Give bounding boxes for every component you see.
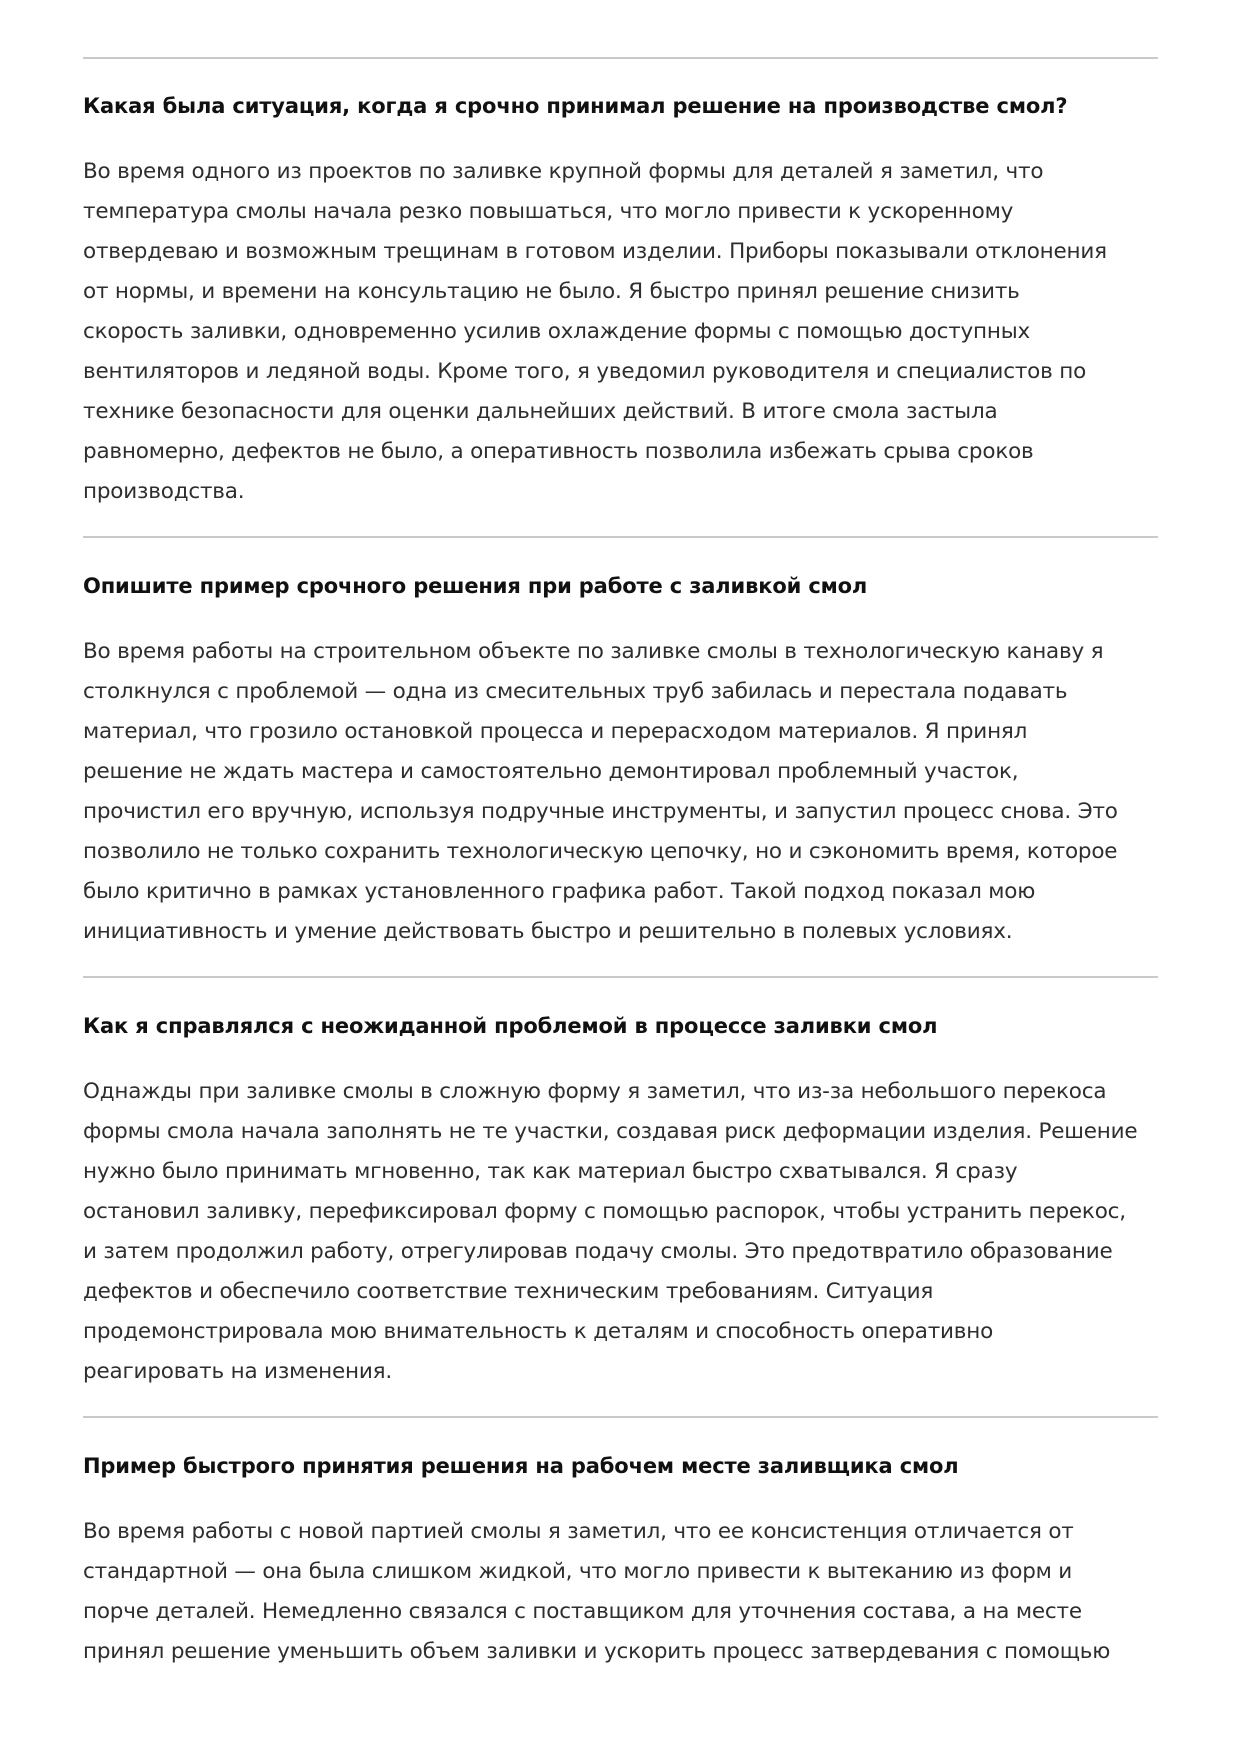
answer-line: Во время работы на строительном объекте по заливке смолы в технологическую канаву я <box>83 639 1104 664</box>
answer-line: реагировать на изменения. <box>83 1359 392 1384</box>
answer-line: прочистил его вручную, используя подручные инструменты, и запустил процесс снова. Это <box>83 799 1118 824</box>
section-divider <box>83 976 1158 978</box>
answer-line: стандартной — она была слишком жидкой, что могло привести к вытеканию из форм и <box>83 1559 1073 1584</box>
question-heading: Как я справлялся с неожиданной проблемой в процессе заливки смол <box>83 1014 938 1038</box>
answer-line: формы смола начала заполнять не те участки, создавая риск деформации изделия. Решение <box>83 1119 1138 1144</box>
question-heading: Опишите пример срочного решения при работе с заливкой смол <box>83 574 868 598</box>
answer-line: решение не ждать мастера и самостоятельно демонтировал проблемный участок, <box>83 759 1019 784</box>
answer-line: производства. <box>83 479 245 504</box>
qa-section <box>83 1452 1158 1672</box>
answer-paragraph <box>83 1072 1158 1392</box>
answer-paragraph <box>83 152 1158 512</box>
answer-line: было критично в рамках установленного графика работ. Такой подход показал мою <box>83 879 1036 904</box>
answer-line: нужно было принимать мгновенно, так как материал быстро схватывался. Я сразу <box>83 1159 1018 1184</box>
answer-line: Во время работы с новой партией смолы я заметил, что ее консистенция отличается от <box>83 1519 1074 1544</box>
answer-line: порче деталей. Немедленно связался с поставщиком для уточнения состава, а на месте <box>83 1599 1082 1624</box>
answer-line: столкнулся с проблемой — одна из смесительных труб забилась и перестала подавать <box>83 679 1068 704</box>
section-divider <box>83 57 1158 59</box>
answer-line: от нормы, и времени на консультацию не было. Я быстро принял решение снизить <box>83 279 1020 304</box>
answer-line: продемонстрировала мою внимательность к деталям и способность оперативно <box>83 1319 994 1344</box>
qa-section <box>83 572 1158 952</box>
answer-line: позволило не только сохранить технологическую цепочку, но и сэкономить время, которое <box>83 839 1118 864</box>
answer-line: Во время одного из проектов по заливке крупной формы для деталей я заметил, что <box>83 159 1044 184</box>
answer-line: скорость заливки, одновременно усилив охлаждение формы с помощью доступных <box>83 319 1031 344</box>
answer-paragraph <box>83 1512 1158 1672</box>
answer-paragraph <box>83 632 1158 952</box>
answer-line: технике безопасности для оценки дальнейших действий. В итоге смола застыла <box>83 399 998 424</box>
answer-line: материал, что грозило остановкой процесса и перерасходом материалов. Я принял <box>83 719 1028 744</box>
qa-section <box>83 1012 1158 1392</box>
section-divider <box>83 536 1158 538</box>
question-heading: Пример быстрого принятия решения на рабочем месте заливщика смол <box>83 1454 959 1478</box>
answer-line: Однажды при заливке смолы в сложную форму я заметил, что из-за небольшого перекоса <box>83 1079 1107 1104</box>
answer-line: вентиляторов и ледяной воды. Кроме того, я уведомил руководителя и специалистов по <box>83 359 1087 384</box>
answer-line: и затем продолжил работу, отрегулировав подачу смолы. Это предотвратило образование <box>83 1239 1113 1264</box>
section-divider <box>83 1416 1158 1418</box>
answer-line: инициативность и умение действовать быстро и решительно в полевых условиях. <box>83 919 1013 944</box>
answer-line: остановил заливку, перефиксировал форму с помощью распорок, чтобы устранить перекос, <box>83 1199 1126 1224</box>
question-heading: Какая была ситуация, когда я срочно принимал решение на производстве смол? <box>83 94 1068 118</box>
answer-line: отвердеваю и возможным трещинам в готовом изделии. Приборы показывали отклонения <box>83 239 1107 264</box>
qa-section <box>83 92 1158 512</box>
answer-line: принял решение уменьшить объем заливки и ускорить процесс затвердевания с помощью <box>83 1639 1111 1664</box>
answer-line: дефектов и обеспечило соответствие техническим требованиям. Ситуация <box>83 1279 934 1304</box>
answer-line: температура смолы начала резко повышаться, что могло привести к ускоренному <box>83 199 1014 224</box>
answer-line: равномерно, дефектов не было, а оперативность позволила избежать срыва сроков <box>83 439 1034 464</box>
